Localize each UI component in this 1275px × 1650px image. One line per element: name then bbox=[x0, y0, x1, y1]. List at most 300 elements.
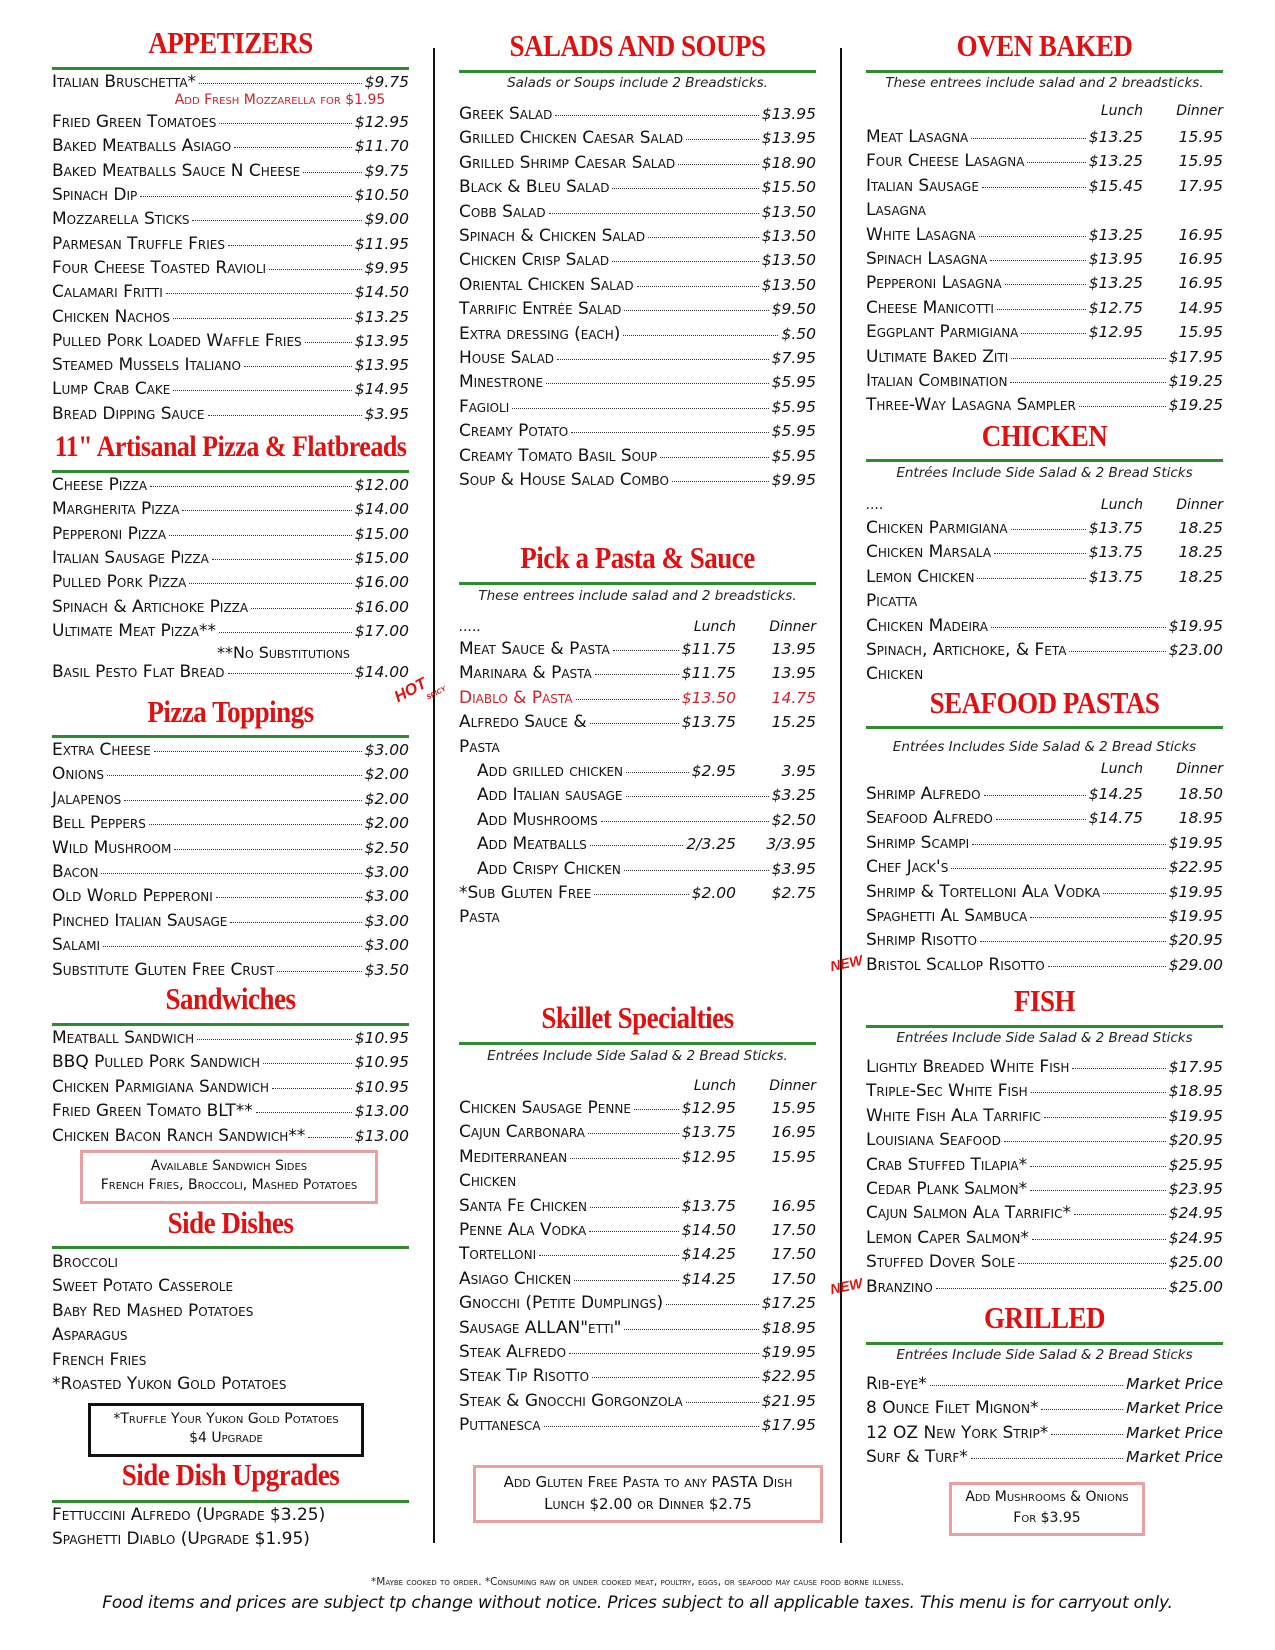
menu-item: *Roasted Yukon Gold Potatoes bbox=[52, 1374, 287, 1394]
menu-item bbox=[866, 1250, 1223, 1274]
dinner-price: 16.95 bbox=[1178, 274, 1223, 293]
pasta-header-lead: ..... bbox=[459, 619, 482, 635]
leader-dots bbox=[984, 782, 1086, 796]
leader-dots bbox=[576, 686, 679, 700]
leader-dots bbox=[994, 540, 1086, 554]
item-name: Spinach Lasagna bbox=[866, 249, 988, 269]
menu-item bbox=[866, 223, 1223, 247]
leader-dots bbox=[308, 1124, 351, 1138]
item-price: $24.95 bbox=[1168, 1228, 1223, 1247]
item-price: $17.95 bbox=[1168, 1058, 1223, 1076]
item-name: Italian Bruschetta* bbox=[52, 72, 197, 92]
appetizers-heading: APPETIZERS bbox=[148, 26, 313, 60]
menu-item bbox=[52, 619, 409, 643]
leader-dots bbox=[977, 565, 1085, 579]
leader-dots bbox=[979, 223, 1086, 237]
item-name: Spinach Dip bbox=[52, 185, 138, 205]
item-name: Oriental Chicken Salad bbox=[459, 274, 634, 295]
lunch-price: $14.75 bbox=[1088, 809, 1143, 828]
leader-dots bbox=[1032, 1226, 1166, 1240]
menu-item bbox=[52, 909, 409, 933]
item-price: $18.90 bbox=[761, 153, 816, 172]
lunch-price: $13.25 bbox=[1088, 225, 1143, 244]
item-price: $14.00 bbox=[354, 500, 409, 518]
menu-item bbox=[866, 1079, 1223, 1103]
menu-item bbox=[459, 808, 816, 832]
menu-item bbox=[459, 1413, 816, 1437]
dinner-price: 15.95 bbox=[771, 1099, 816, 1117]
item-name: Steak & Gnocchi Gorgonzola bbox=[459, 1390, 683, 1411]
item-price: $19.95 bbox=[1168, 882, 1223, 901]
lunch-price: $14.25 bbox=[681, 1245, 736, 1264]
leader-dots bbox=[996, 806, 1086, 820]
leader-dots bbox=[936, 1275, 1166, 1289]
dinner-price: 17.95 bbox=[1178, 176, 1223, 195]
menu-item bbox=[459, 322, 816, 346]
menu-item bbox=[459, 881, 816, 905]
item-price: $23.00 bbox=[1168, 641, 1223, 659]
dinner-price: 14.95 bbox=[1178, 298, 1223, 317]
menu-item bbox=[866, 296, 1223, 320]
lunch-price: $13.95 bbox=[1088, 250, 1143, 268]
item-name: Rib-eye* bbox=[866, 1374, 927, 1394]
item-price: $13.50 bbox=[761, 275, 816, 294]
mush-box-line2: For $3.95 bbox=[1013, 1510, 1081, 1526]
leader-dots bbox=[1069, 638, 1165, 652]
item-name: Cobb Salad bbox=[459, 201, 546, 222]
item-price: $20.95 bbox=[1168, 931, 1223, 950]
leader-dots bbox=[971, 1445, 1123, 1459]
item-price: $9.75 bbox=[364, 162, 409, 180]
lunch-price: $12.95 bbox=[681, 1147, 736, 1166]
skillet-header-lunch: Lunch bbox=[693, 1078, 736, 1094]
menu-item: Asparagus bbox=[52, 1325, 128, 1346]
menu-item bbox=[866, 320, 1223, 344]
menu-item bbox=[459, 1242, 816, 1266]
item-price: $3.00 bbox=[364, 911, 409, 930]
menu-item bbox=[866, 1396, 1223, 1420]
lunch-price: 2/3.25 bbox=[686, 835, 736, 854]
leader-dots bbox=[1041, 1396, 1123, 1410]
item-name: Substitute Gluten Free Crust bbox=[52, 959, 275, 980]
item-name: Jalapenos bbox=[52, 788, 122, 809]
leader-dots bbox=[173, 377, 351, 391]
column-divider-right bbox=[840, 48, 842, 1543]
leader-dots bbox=[251, 595, 352, 609]
item-price: $25.00 bbox=[1168, 1253, 1223, 1272]
menu-item bbox=[459, 395, 816, 419]
leader-dots bbox=[1021, 320, 1085, 334]
item-price: $19.95 bbox=[1168, 616, 1223, 635]
leader-dots bbox=[539, 1242, 679, 1256]
grilled-rule bbox=[866, 1342, 1223, 1345]
leader-dots bbox=[991, 614, 1166, 628]
menu-item bbox=[52, 110, 409, 134]
item-name: Chicken Parmigiana bbox=[866, 518, 1008, 538]
menu-item bbox=[866, 1445, 1223, 1469]
gf-box-line2: Lunch $2.00 or Dinner $2.75 bbox=[544, 1495, 752, 1513]
item-price: $3.00 bbox=[364, 863, 409, 881]
leader-dots bbox=[256, 1099, 352, 1113]
lunch-price: $11.75 bbox=[681, 664, 736, 683]
item-name: Margherita Pizza bbox=[52, 499, 180, 519]
item-name: Creamy Tomato Basil Soup bbox=[459, 445, 658, 466]
menu-item bbox=[866, 806, 1223, 830]
leader-dots bbox=[590, 832, 684, 846]
item-name: Fried Green Tomato BLT** bbox=[52, 1101, 253, 1122]
sides-box-line1: Available Sandwich Sides bbox=[150, 1158, 308, 1174]
leader-dots bbox=[612, 175, 758, 189]
dinner-price: 13.95 bbox=[771, 664, 816, 683]
menu-item bbox=[52, 329, 409, 353]
sandwich-sides-box bbox=[80, 1150, 378, 1204]
item-name: Add Italian sausage bbox=[477, 785, 623, 806]
mush-box-line1: Add Mushrooms & Onions bbox=[965, 1489, 1129, 1505]
leader-dots bbox=[140, 183, 352, 197]
lunch-price: $14.25 bbox=[681, 1269, 736, 1288]
pasta-subtitle: These entrees include salad and 2 breadsticks. bbox=[478, 588, 797, 604]
leader-dots bbox=[660, 444, 769, 458]
item-price: $13.00 bbox=[354, 1126, 409, 1145]
item-name: Wild Mushroom bbox=[52, 837, 172, 858]
menu-item bbox=[52, 762, 409, 786]
item-name: Calamari Fritti bbox=[52, 282, 163, 302]
item-name: Three-Way Lasagna Sampler bbox=[866, 395, 1076, 416]
chicken-header-lunch: Lunch bbox=[1100, 497, 1143, 513]
item-price: $9.00 bbox=[364, 210, 409, 228]
leader-dots bbox=[972, 831, 1166, 845]
item-name: *Sub Gluten Free bbox=[459, 883, 592, 903]
item-price: $3.95 bbox=[364, 405, 409, 423]
leader-dots bbox=[982, 174, 1086, 188]
mushrooms-onions-box bbox=[949, 1482, 1145, 1536]
item-name: BBQ Pulled Pork Sandwich bbox=[52, 1052, 261, 1073]
menu-item bbox=[866, 614, 1223, 638]
item-price: $2.50 bbox=[364, 838, 409, 857]
menu-item bbox=[52, 958, 409, 982]
menu-item bbox=[459, 735, 816, 759]
item-name: Cedar Plank Salmon* bbox=[866, 1179, 1028, 1199]
menu-item bbox=[52, 232, 409, 256]
oven-subtitle: These entrees include salad and 2 breadsticks. bbox=[885, 75, 1204, 91]
item-name: Lemon Caper Salmon* bbox=[866, 1227, 1029, 1248]
item-name: Chicken bbox=[866, 664, 924, 685]
item-price: $3.00 bbox=[364, 936, 409, 955]
dinner-price: 15.95 bbox=[1178, 323, 1223, 342]
menu-item: Fettuccini Alfredo (Upgrade $3.25) bbox=[52, 1505, 326, 1525]
menu-item bbox=[52, 305, 409, 329]
leader-dots bbox=[1051, 1421, 1123, 1435]
leader-dots bbox=[272, 1075, 352, 1089]
leader-dots bbox=[101, 860, 361, 874]
item-price: $22.95 bbox=[761, 1367, 816, 1386]
item-price: $25.00 bbox=[1168, 1277, 1223, 1296]
skillet-heading: Skillet Specialties bbox=[541, 1001, 734, 1035]
item-name: Black & Bleu Salad bbox=[459, 177, 610, 198]
item-name: Lasagna bbox=[866, 200, 927, 221]
chicken-rule bbox=[866, 459, 1223, 462]
item-name: Minestrone bbox=[459, 372, 544, 393]
menu-item bbox=[866, 831, 1223, 855]
menu-item bbox=[459, 175, 816, 199]
item-price: $13.50 bbox=[761, 251, 816, 270]
menu-item bbox=[459, 637, 816, 661]
dinner-price: 3.95 bbox=[781, 762, 816, 780]
item-name: Italian Sausage Pizza bbox=[52, 548, 209, 568]
menu-item bbox=[866, 589, 1223, 613]
menu-item bbox=[866, 565, 1223, 589]
footer-notice: Food items and prices are subject tp change without notice. Prices subject to all applicable taxes. This menu is for carryout only. bbox=[102, 1593, 1173, 1613]
menu-item bbox=[459, 346, 816, 370]
menu-item bbox=[459, 248, 816, 272]
item-name: White Fish Ala Tarrific bbox=[866, 1105, 1041, 1126]
leader-dots bbox=[557, 346, 769, 360]
leader-dots bbox=[686, 1389, 759, 1403]
menu-item bbox=[52, 183, 409, 207]
lunch-price: $13.75 bbox=[681, 1196, 736, 1215]
menu-item bbox=[52, 280, 409, 304]
leader-dots bbox=[595, 661, 679, 675]
leader-dots bbox=[612, 248, 759, 262]
leader-dots bbox=[303, 159, 361, 173]
lunch-price: $13.50 bbox=[681, 688, 736, 707]
menu-item bbox=[866, 345, 1223, 369]
item-price: $16.00 bbox=[354, 573, 409, 591]
lunch-price: $11.75 bbox=[681, 640, 736, 658]
item-price: $2.00 bbox=[364, 814, 409, 833]
item-name: Add Crispy Chicken bbox=[477, 858, 621, 879]
item-price: $2.00 bbox=[364, 789, 409, 808]
menu-item bbox=[866, 638, 1223, 662]
menu-item bbox=[459, 1267, 816, 1291]
item-name: Seafood Alfredo bbox=[866, 808, 993, 829]
menu-item bbox=[459, 1340, 816, 1364]
grilled-subtitle: Entrées Include Side Salad & 2 Bread Sticks bbox=[896, 1347, 1193, 1363]
item-price: $10.50 bbox=[354, 186, 409, 204]
leader-dots bbox=[103, 933, 362, 947]
item-name: Chicken Crisp Salad bbox=[459, 250, 610, 271]
item-price: $3.00 bbox=[364, 741, 409, 759]
menu-item bbox=[866, 1372, 1223, 1396]
item-name: Chicken Madeira bbox=[866, 615, 988, 636]
lunch-price: $15.45 bbox=[1088, 176, 1143, 195]
item-name: Chicken bbox=[459, 1171, 517, 1192]
item-price: $12.00 bbox=[354, 476, 409, 494]
menu-item bbox=[459, 783, 816, 807]
leader-dots bbox=[601, 808, 769, 822]
menu-item bbox=[52, 353, 409, 377]
leader-dots bbox=[277, 958, 361, 972]
item-name: Grilled Shrimp Caesar Salad bbox=[459, 152, 676, 173]
item-price: $18.95 bbox=[761, 1318, 816, 1337]
dinner-price: 18.50 bbox=[1178, 785, 1223, 803]
menu-item bbox=[459, 370, 816, 394]
leader-dots bbox=[230, 909, 361, 923]
grilled-heading: GRILLED bbox=[983, 1301, 1106, 1335]
menu-item bbox=[52, 738, 409, 762]
salads-subtitle: Salads or Soups include 2 Breadsticks. bbox=[507, 75, 768, 91]
item-price: $9.95 bbox=[364, 259, 409, 277]
item-price: $13.95 bbox=[354, 332, 409, 350]
oven-header-lunch: Lunch bbox=[1100, 103, 1143, 119]
chicken-header-dinner: Dinner bbox=[1176, 497, 1223, 513]
item-name: Shrimp & Tortelloni Ala Vodka bbox=[866, 881, 1101, 902]
leader-dots bbox=[173, 305, 352, 319]
menu-item bbox=[866, 1421, 1223, 1445]
dinner-price: 17.50 bbox=[771, 1221, 816, 1239]
leader-dots bbox=[1011, 516, 1086, 530]
item-name: Basil Pesto Flat Bread bbox=[52, 662, 225, 682]
leader-dots bbox=[182, 497, 351, 511]
lunch-price: $12.95 bbox=[681, 1099, 736, 1117]
menu-item bbox=[52, 787, 409, 811]
item-name: 8 Ounce Filet Mignon* bbox=[866, 1398, 1039, 1419]
leader-dots bbox=[1010, 369, 1165, 383]
pasta-header-dinner: Dinner bbox=[769, 619, 816, 635]
item-price: $13.50 bbox=[761, 202, 816, 221]
lunch-price: $13.25 bbox=[1088, 274, 1143, 293]
menu-item bbox=[52, 595, 409, 619]
menu-item bbox=[866, 880, 1223, 904]
menu-item bbox=[459, 200, 816, 224]
leader-dots bbox=[571, 419, 768, 433]
item-price: $19.25 bbox=[1168, 396, 1223, 415]
dinner-price: 18.95 bbox=[1178, 809, 1223, 828]
menu-item bbox=[459, 857, 816, 881]
leader-dots bbox=[124, 787, 361, 801]
leader-dots bbox=[1011, 345, 1165, 359]
pasta-heading: Pick a Pasta & Sauce bbox=[520, 541, 755, 575]
seafood-rule bbox=[866, 726, 1223, 729]
menu-item bbox=[866, 247, 1223, 271]
item-name: Stuffed Dover Sole bbox=[866, 1252, 1016, 1273]
leader-dots bbox=[590, 1194, 679, 1208]
leader-dots bbox=[570, 1145, 679, 1159]
oven-rule bbox=[866, 70, 1223, 73]
seafood-subtitle: Entrées Includes Side Salad & 2 Bread Sticks bbox=[892, 739, 1197, 755]
side-dishes-heading: Side Dishes bbox=[167, 1206, 294, 1240]
menu-item bbox=[459, 126, 816, 150]
leader-dots bbox=[589, 1218, 679, 1232]
menu-item: Broccoli bbox=[52, 1252, 118, 1272]
menu-item bbox=[459, 1194, 816, 1218]
lunch-price: $14.25 bbox=[1088, 785, 1143, 803]
item-name: Crab Stuffed Tilapia* bbox=[866, 1154, 1028, 1175]
item-price: $3.00 bbox=[364, 887, 409, 906]
item-name: Marinara & Pasta bbox=[459, 663, 592, 684]
item-price: $3.25 bbox=[771, 786, 816, 805]
leader-dots bbox=[1018, 1250, 1165, 1264]
item-name: Picatta bbox=[866, 591, 918, 612]
menu-item bbox=[866, 1055, 1223, 1079]
item-price: $13.00 bbox=[354, 1102, 409, 1121]
leader-dots bbox=[244, 353, 352, 367]
leader-dots bbox=[512, 395, 768, 409]
dinner-price: 17.50 bbox=[771, 1269, 816, 1288]
dinner-price: 15.95 bbox=[771, 1147, 816, 1166]
item-name: Four Cheese Lasagna bbox=[866, 151, 1025, 172]
menu-item bbox=[52, 159, 409, 183]
truffle-box-line2: $4 Upgrade bbox=[189, 1430, 263, 1446]
leader-dots bbox=[623, 322, 778, 336]
menu-item bbox=[866, 516, 1223, 540]
leader-dots bbox=[219, 619, 352, 633]
leader-dots bbox=[590, 710, 679, 724]
leader-dots bbox=[1031, 1079, 1166, 1093]
leader-dots bbox=[150, 473, 352, 487]
oven-header-dinner: Dinner bbox=[1176, 103, 1223, 119]
item-name: Pulled Pork Loaded Waffle Fries bbox=[52, 331, 302, 351]
oven-column-header bbox=[866, 103, 1223, 125]
leader-dots bbox=[574, 1267, 679, 1281]
item-price: $2.50 bbox=[771, 810, 816, 829]
leader-dots bbox=[1027, 149, 1085, 163]
item-price: $19.95 bbox=[1168, 833, 1223, 852]
menu-item bbox=[52, 1050, 409, 1074]
oven-baked-heading: OVEN BAKED bbox=[956, 29, 1133, 63]
menu-item bbox=[866, 928, 1223, 952]
leader-dots bbox=[189, 570, 351, 584]
menu-item bbox=[52, 1099, 409, 1123]
item-name: Spaghetti Al Sambuca bbox=[866, 906, 1028, 926]
item-price: $18.95 bbox=[1168, 1082, 1223, 1101]
item-price: Market Price bbox=[1126, 1399, 1223, 1418]
menu-item bbox=[52, 377, 409, 401]
item-name: Eggplant Parmigiana bbox=[866, 322, 1019, 343]
dinner-price: 16.95 bbox=[1178, 225, 1223, 244]
menu-item bbox=[866, 1177, 1223, 1201]
item-name: Lump Crab Cake bbox=[52, 379, 171, 399]
menu-item bbox=[459, 297, 816, 321]
item-name: Gnocchi (Petite Dumplings) bbox=[459, 1293, 664, 1314]
item-price: $24.95 bbox=[1168, 1204, 1223, 1223]
salads-rule bbox=[459, 70, 816, 73]
menu-item bbox=[52, 860, 409, 884]
item-name: Shrimp Risotto bbox=[866, 930, 977, 951]
leader-dots bbox=[1044, 1104, 1166, 1118]
item-price: $5.95 bbox=[771, 422, 816, 441]
item-name: Chicken Sausage Penne bbox=[459, 1098, 631, 1118]
item-name: Sausage ALLAN"etti" bbox=[459, 1317, 622, 1338]
dinner-price: 18.25 bbox=[1178, 567, 1223, 586]
menu-item bbox=[866, 540, 1223, 564]
lunch-price: $13.25 bbox=[1088, 152, 1143, 171]
leader-dots bbox=[569, 1340, 759, 1354]
sandwiches-heading: Sandwiches bbox=[165, 982, 296, 1016]
menu-item bbox=[459, 905, 816, 929]
item-price: $17.25 bbox=[761, 1294, 816, 1313]
item-name: Meat Lasagna bbox=[866, 127, 969, 147]
item-name: Shrimp Scampi bbox=[866, 832, 970, 853]
menu-item bbox=[459, 1364, 816, 1388]
menu-item bbox=[459, 686, 816, 710]
chicken-heading: CHICKEN bbox=[981, 419, 1108, 453]
leader-dots bbox=[149, 811, 362, 825]
leader-dots bbox=[555, 102, 758, 116]
item-price: $9.50 bbox=[771, 300, 816, 319]
leader-dots bbox=[624, 297, 768, 311]
item-price: $13.95 bbox=[761, 105, 816, 123]
menu-item bbox=[459, 273, 816, 297]
item-name: Italian Combination bbox=[866, 371, 1008, 391]
menu-item bbox=[866, 198, 1223, 222]
menu-item bbox=[52, 134, 409, 158]
menu-item bbox=[866, 271, 1223, 295]
lunch-price: $12.75 bbox=[1088, 298, 1143, 317]
item-price: $17.95 bbox=[761, 1416, 816, 1435]
menu-item bbox=[52, 546, 409, 570]
item-price: $9.75 bbox=[364, 73, 409, 91]
